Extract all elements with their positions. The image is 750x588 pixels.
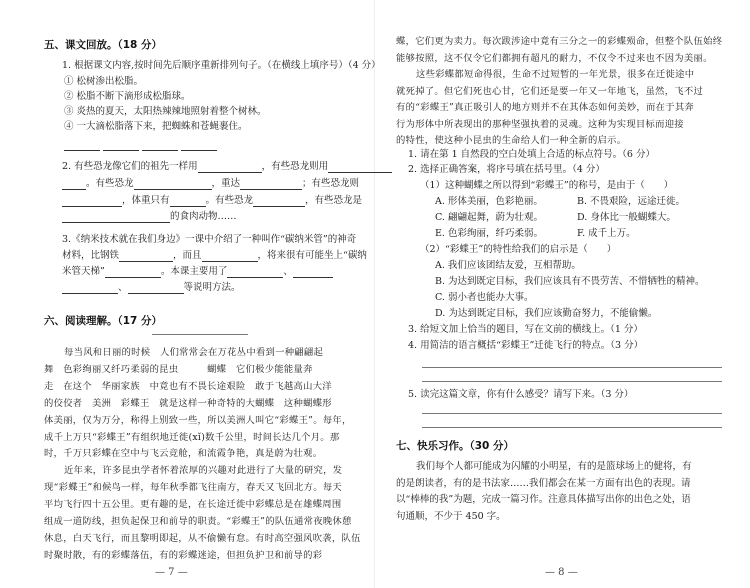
q2-blank-1[interactable] (198, 162, 262, 173)
text-line: 蝶，它们更为卖力。每次跋涉途中竟有三分之一的彩蝶殒命，但整个队伍始终 (396, 36, 723, 47)
text-line: 的特性，使这种小昆虫的生命给人们一种全新的启示。 (396, 135, 627, 146)
r-q2a-option-a[interactable]: A. 形体美丽，色彩艳丽。 (435, 196, 543, 207)
q3-blank-1[interactable] (119, 251, 173, 262)
q3-blank-7[interactable] (128, 283, 184, 294)
section-5-title: 五、课文回放。（18 分） (44, 39, 163, 51)
text-line: 这些彩蝶都短命得很，生命不过短暂的一年光景，很多在迁徙途中 (416, 69, 695, 80)
page-number-7: — 7 — (155, 567, 188, 578)
q1-item-2: ② 松脂不断下滴形成松脂球。 (64, 91, 191, 102)
question-3-line-4 (62, 282, 241, 294)
text-line: 时，千万只彩蝶在空中与飞云竞舱，和流霞争艳，真是蔚为壮观。 (44, 448, 323, 460)
text-line: 就死掉了。但它们死也心甘，它们还是要一年又一年地飞，虽然，飞不过 (396, 85, 704, 97)
r-question-4: 4. 用简洁的语言概括“彩蝶王”迁徙飞行的特点。（3 分） (408, 340, 644, 351)
question-3-line-3 (62, 266, 333, 278)
q2-blank-8[interactable] (253, 196, 305, 207)
r-q2b-option-a[interactable]: A. 我们应该团结友爱，互相帮助。 (435, 260, 581, 271)
q2-text-4: ，重达 (211, 178, 241, 189)
question-2-line-1 (62, 161, 392, 173)
q2-text-2: ，有些恐龙则用 (261, 161, 329, 172)
question-1: 1. 根据课文内容,按时间先后顺序重新排列句子。（在横线上填序号）（4 分） (62, 60, 381, 71)
text-line: 有的“彩蝶王”真正吸引人的地方则并不在其体态如何美妙，而在于其奔 (396, 102, 695, 113)
q4-answer-line-2[interactable] (422, 381, 722, 382)
q2-text-6: ，体重只有 (122, 195, 170, 206)
q2-text-9: 的食肉动物…… (170, 211, 237, 222)
r-q2a-option-e[interactable]: E. 色彩绚丽，纤巧柔弱。 (435, 228, 543, 239)
text-line: 休息，白天飞行，而且黎明即起，从不偷懒有怠。有时高空强风吹袭，队伍 (44, 532, 361, 544)
q3-blank-3[interactable] (105, 267, 161, 278)
q2-blank-7[interactable] (170, 196, 206, 207)
text-line: 体美丽，仅为万分，称得上别致一些，所以美洲人叫它“彩蝶王”。每年， (44, 414, 352, 426)
q5-answer-line-2[interactable] (422, 427, 722, 428)
q1-item-1: ① 松树渗出松脂。 (64, 76, 144, 87)
text-line: 每当风和日丽的时候 人们常常会在万花丛中看到一种翩翩起 (64, 347, 324, 358)
text-line: 句通顺，不少于 450 字。 (396, 510, 506, 522)
q3-text-8: 、 (118, 282, 128, 293)
q2-blank-4[interactable] (134, 179, 212, 190)
q3-text-9: 等说明方法。 (183, 282, 241, 293)
q1-item-3: ③ 炎热的夏天，太阳热辣辣地照射着整个树林。 (64, 106, 267, 117)
q3-blank-6[interactable] (62, 283, 118, 294)
question-3-line-1: 3.《纳米技术就在我们身边》一课中介绍了一种叫作“碳纳米管”的神奇 (62, 234, 357, 245)
r-question-2: 2. 选择正确答案，将序号填在括号里。（4 分） (408, 164, 605, 175)
question-2-line-2 (62, 178, 359, 190)
q3-text-4: ，将来很有可能坐上“碳纳 (257, 250, 367, 261)
r-q2a-option-d[interactable]: D. 身体比一般蝴蝶大。 (577, 212, 676, 223)
text-line: 的佼佼者 美洲 彩蝶王 就是这样一种奇特的大蝴蝶 这种蝴蝶形 (44, 397, 332, 409)
text-line: 我们每个人都可能成为闪耀的小明星，有的是篮球场上的健将，有 (416, 461, 692, 472)
r-question-2-2: （2）“彩蝶王”的特性给我们的启示是（ ） (420, 244, 617, 255)
q3-blank-4[interactable] (227, 267, 283, 278)
text-line: 成千上万只“彩蝶王”有组织地迁徙(xǐ)数千公里，时间长达几个月。那 (44, 431, 340, 443)
q2-text-5: ；有些恐龙则 (302, 178, 360, 189)
q2-text-7: 。有些恐龙 (205, 195, 254, 206)
q3-blank-5[interactable] (293, 267, 333, 278)
question-2-line-3 (62, 195, 362, 207)
q2-text-1: 2. 有些恐龙像它们的祖先一样用 (62, 161, 198, 172)
q2-blank-6[interactable] (62, 196, 122, 207)
q3-text-7: 、 (283, 266, 293, 277)
q3-text-3: ，而且 (173, 250, 202, 261)
text-line: 现“彩蝶王”和候鸟一样，每年秋季都飞往南方，春天又飞回北方。每天 (44, 482, 343, 494)
passage-title-blank[interactable] (152, 334, 248, 335)
q2-blank-3[interactable] (62, 179, 86, 190)
r-q2a-option-f[interactable]: F. 成千上万。 (577, 228, 636, 239)
section-7-title: 七、快乐习作。（30 分） (396, 440, 515, 452)
text-line: 行为形体中所表现出的那种坚强执着的灵魂。这种为实现目标而迎接 (396, 118, 684, 130)
r-question-3: 3. 给短文加上恰当的题目，写在文前的横线上。（1 分） (408, 324, 643, 335)
text-line: 走 在这个 华丽家族 中竟也有不畏长途艰险 敢于飞越高山大洋 (44, 380, 332, 392)
r-q2b-option-c[interactable]: C. 弱小者也能办大事。 (435, 292, 534, 303)
text-line: 以“棒棒的我”为题，完成一篇习作。注意具体描写出你的出色之处，语 (396, 494, 691, 505)
question-3-line-2 (62, 250, 367, 262)
q2-text-8: ，有些恐龙是 (305, 195, 363, 206)
q2-blank-5[interactable] (240, 179, 302, 190)
q3-blank-2[interactable] (202, 251, 258, 262)
r-q2a-option-b[interactable]: B. 不畏艰险，远途迁徙。 (577, 196, 686, 207)
q2-text-3: 。有些恐龙 (86, 178, 134, 189)
text-line: 舞 色彩绚丽又纤巧柔弱的昆虫 蝴蝶 它们极少能能量奔 (44, 363, 313, 375)
q2-blank-9[interactable] (62, 212, 170, 223)
question-2-line-4 (62, 211, 237, 223)
r-q2a-option-c[interactable]: C. 翩翩起舞，蔚为壮观。 (435, 212, 543, 223)
q3-text-2: 材料，比钢铁 (62, 250, 120, 261)
r-q2b-option-b[interactable]: B. 为达到既定目标，我们应该具有不畏劳苦、不惜牺牲的精神。 (435, 276, 705, 287)
text-line: 近年来，许多昆虫学者怀着浓厚的兴趣对此进行了大量的研究，发 (64, 465, 343, 477)
q3-text-5: 米管天梯” (62, 266, 105, 277)
text-line: 平均飞行四十五公里。更有趣的是，在长途迁徙中彩蝶总是在雄蝶周围 (44, 499, 342, 511)
q1-item-4: ④ 一大滴松脂落下来，把蜘蛛和苍蝇裹住。 (64, 121, 248, 132)
r-question-1: 1. 请在第 1 自然段的空白处填上合适的标点符号。（6 分） (408, 149, 655, 160)
text-line: 的是朗读者，有的是书法家……我们都会在某一方面有出色的表现。请 (396, 477, 691, 489)
r-q2b-option-d[interactable]: D. 为达到既定目标，我们应该勤奋努力，不能偷懒。 (435, 308, 658, 319)
q1-answer-blanks[interactable] (64, 139, 217, 151)
text-line: 能够按照，这不仅令它们都拥有超凡的耐力，不仅令不过来也不因为美丽。 (396, 52, 713, 64)
page-number-8: — 8 — (545, 567, 578, 578)
q4-answer-line-1[interactable] (422, 367, 722, 368)
text-line: 组成一道防线，担负起保卫和前导的职责。“彩蝶王”的队伍通常夜晚休憩 (44, 516, 352, 527)
page-8 (375, 0, 750, 588)
section-6-title: 六、阅读理解。（17 分） (44, 315, 163, 327)
q5-answer-line-1[interactable] (422, 413, 722, 414)
q3-text-6: 。本课主要用了 (160, 266, 228, 277)
r-question-2-1: （1）这种蝴蝶之所以得到“彩蝶王”的称号，是由于（ ） (420, 180, 674, 191)
text-line: 时聚时散，有的彩蝶落伍，有的彩蝶迷途，但担负护卫和前导的彩 (44, 549, 323, 561)
r-question-5: 5. 读完这篇文章，你有什么感受？请写下来。（3 分） (408, 389, 634, 400)
